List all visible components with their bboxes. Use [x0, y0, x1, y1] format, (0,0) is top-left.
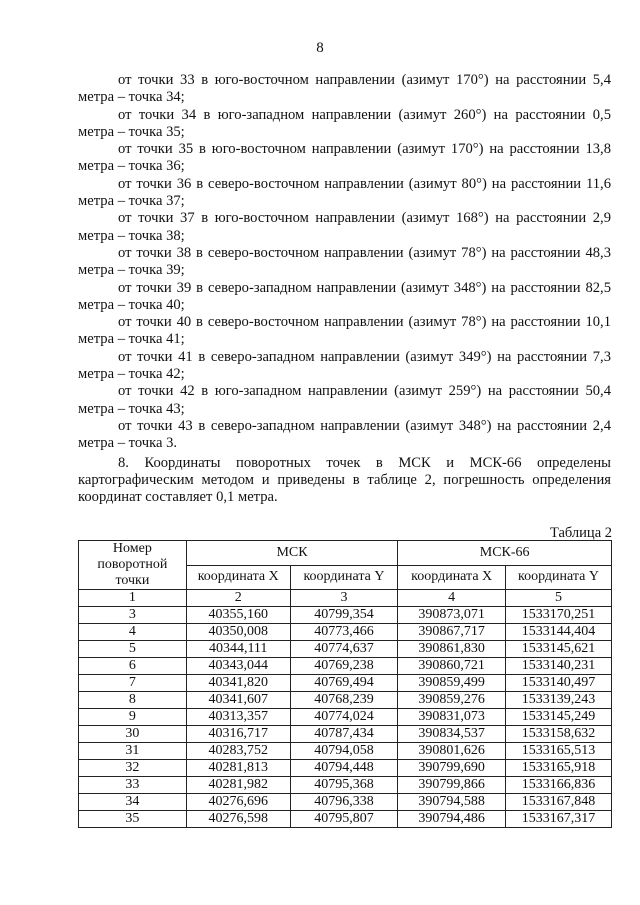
msk-y-cell: 40774,024: [290, 709, 398, 726]
msk-y-cell: 40795,807: [290, 811, 398, 828]
msk-y-cell: 40795,368: [290, 777, 398, 794]
msk66-x-cell: 390799,690: [398, 760, 506, 777]
header-msk66-y: координата Y: [506, 565, 612, 590]
boundary-paragraph: от точки 38 в северо-восточном направлении (азимут 78°) на расстоянии 48,3 метра – точка 39;: [78, 244, 611, 279]
boundary-paragraph: от точки 40 в северо-восточном направлении (азимут 78°) на расстоянии 10,1 метра – точка 41;: [78, 314, 611, 348]
msk-x-cell: 40344,111: [186, 641, 290, 658]
table-body: [79, 607, 612, 828]
column-number: 1: [79, 590, 187, 607]
table-row: [79, 675, 612, 692]
boundary-paragraph: от точки 41 в северо-западном направлении (азимут 349°) на расстоянии 7,3 метра – точка 42;: [78, 348, 611, 383]
msk-x-cell: 40276,598: [186, 811, 290, 828]
boundary-paragraph: от точки 35 в юго-восточном направлении (азимут 170°) на расстоянии 13,8 метра – точка 36;: [78, 141, 611, 175]
msk66-x-cell: 390831,073: [398, 709, 506, 726]
table-row: [79, 743, 612, 760]
point-number-cell: 7: [79, 675, 187, 692]
coordinates-section-paragraph: 8. Координаты поворотных точек в МСК и МСК-66 определены картографическим методом и приведены в таблице 2, погрешность определения координат составляет 0,1 метра.: [78, 454, 611, 506]
column-number: 5: [506, 590, 612, 607]
header-msk66: МСК-66: [398, 541, 612, 566]
msk-x-cell: 40350,008: [186, 624, 290, 641]
header-msk66-x: координата X: [398, 565, 506, 590]
msk-x-cell: 40341,820: [186, 675, 290, 692]
msk66-x-cell: 390799,866: [398, 777, 506, 794]
point-number-cell: 33: [79, 777, 187, 794]
msk-y-cell: 40794,058: [290, 743, 398, 760]
boundary-paragraph: от точки 39 в северо-западном направлении (азимут 348°) на расстоянии 82,5 метра – точка 40;: [78, 279, 611, 313]
msk-y-cell: 40796,338: [290, 794, 398, 811]
msk66-y-cell: 1533140,497: [506, 675, 612, 692]
msk66-y-cell: 1533144,404: [506, 624, 612, 641]
point-number-cell: 30: [79, 726, 187, 743]
point-number-cell: 9: [79, 709, 187, 726]
msk-x-cell: 40281,813: [186, 760, 290, 777]
page-number: 8: [316, 40, 324, 56]
point-number-cell: 35: [79, 811, 187, 828]
point-number-cell: 6: [79, 658, 187, 675]
table-row: [79, 777, 612, 794]
msk66-y-cell: 1533167,848: [506, 794, 612, 811]
msk-y-cell: 40769,238: [290, 658, 398, 675]
msk-x-cell: 40276,696: [186, 794, 290, 811]
coordinates-table: [78, 540, 612, 828]
msk-x-cell: 40343,044: [186, 658, 290, 675]
boundary-paragraph: от точки 43 в северо-западном направлении (азимут 348°) на расстоянии 2,4 метра – точка 3.: [78, 417, 611, 452]
column-number-row: [79, 590, 612, 607]
point-number-cell: 34: [79, 794, 187, 811]
point-number-cell: 3: [79, 607, 187, 624]
boundary-paragraph: от точки 37 в юго-восточном направлении (азимут 168°) на расстоянии 2,9 метра – точка 38;: [78, 210, 611, 244]
header-msk-x: координата X: [186, 565, 290, 590]
msk-y-cell: 40794,448: [290, 760, 398, 777]
table-row: [79, 811, 612, 828]
boundary-paragraph: от точки 33 в юго-восточном направлении (азимут 170°) на расстоянии 5,4 метра – точка 34;: [78, 72, 611, 106]
boundary-paragraph: от точки 42 в юго-западном направлении (азимут 259°) на расстоянии 50,4 метра – точка 43;: [78, 383, 611, 417]
msk66-x-cell: 390834,537: [398, 726, 506, 743]
column-number: 3: [290, 590, 398, 607]
msk66-x-cell: 390861,830: [398, 641, 506, 658]
msk-y-cell: 40768,239: [290, 692, 398, 709]
table-row: [79, 794, 612, 811]
table-row: [79, 692, 612, 709]
table-row: [79, 607, 612, 624]
point-number-cell: 31: [79, 743, 187, 760]
table-caption: Таблица 2: [549, 525, 612, 541]
msk-y-cell: 40769,494: [290, 675, 398, 692]
msk-x-cell: 40283,752: [186, 743, 290, 760]
point-number-cell: 4: [79, 624, 187, 641]
table-row: [79, 641, 612, 658]
boundary-description: [78, 72, 611, 506]
table-row: [79, 760, 612, 777]
table-row: [79, 709, 612, 726]
msk66-x-cell: 390859,276: [398, 692, 506, 709]
msk66-y-cell: 1533145,621: [506, 641, 612, 658]
msk-x-cell: 40341,607: [186, 692, 290, 709]
msk-x-cell: 40316,717: [186, 726, 290, 743]
msk66-y-cell: 1533167,317: [506, 811, 612, 828]
msk-y-cell: 40773,466: [290, 624, 398, 641]
msk-y-cell: 40787,434: [290, 726, 398, 743]
msk66-y-cell: 1533165,918: [506, 760, 612, 777]
column-number: 2: [186, 590, 290, 607]
column-number: 4: [398, 590, 506, 607]
point-number-cell: 8: [79, 692, 187, 709]
boundary-paragraph: от точки 34 в юго-западном направлении (азимут 260°) на расстоянии 0,5 метра – точка 35;: [78, 106, 611, 140]
msk-y-cell: 40799,354: [290, 607, 398, 624]
table-row: [79, 726, 612, 743]
msk66-y-cell: 1533165,513: [506, 743, 612, 760]
point-number-cell: 32: [79, 760, 187, 777]
msk-x-cell: 40355,160: [186, 607, 290, 624]
msk66-x-cell: 390794,486: [398, 811, 506, 828]
msk66-x-cell: 390859,499: [398, 675, 506, 692]
point-number-cell: 5: [79, 641, 187, 658]
table-row: [79, 658, 612, 675]
header-msk-y: координата Y: [290, 565, 398, 590]
msk66-x-cell: 390860,721: [398, 658, 506, 675]
header-msk: МСК: [186, 541, 398, 566]
boundary-paragraph: от точки 36 в северо-восточном направлении (азимут 80°) на расстоянии 11,6 метра – точка 37;: [78, 175, 611, 210]
msk-x-cell: 40281,982: [186, 777, 290, 794]
msk66-x-cell: 390801,626: [398, 743, 506, 760]
msk66-y-cell: 1533166,836: [506, 777, 612, 794]
header-point-number: Номер поворотной точки: [79, 541, 187, 590]
msk66-x-cell: 390873,071: [398, 607, 506, 624]
msk-y-cell: 40774,637: [290, 641, 398, 658]
msk66-x-cell: 390867,717: [398, 624, 506, 641]
table-row: [79, 624, 612, 641]
msk66-y-cell: 1533170,251: [506, 607, 612, 624]
msk66-x-cell: 390794,588: [398, 794, 506, 811]
msk66-y-cell: 1533140,231: [506, 658, 612, 675]
msk66-y-cell: 1533145,249: [506, 709, 612, 726]
table-header-row: [79, 541, 612, 566]
msk66-y-cell: 1533139,243: [506, 692, 612, 709]
msk66-y-cell: 1533158,632: [506, 726, 612, 743]
msk-x-cell: 40313,357: [186, 709, 290, 726]
